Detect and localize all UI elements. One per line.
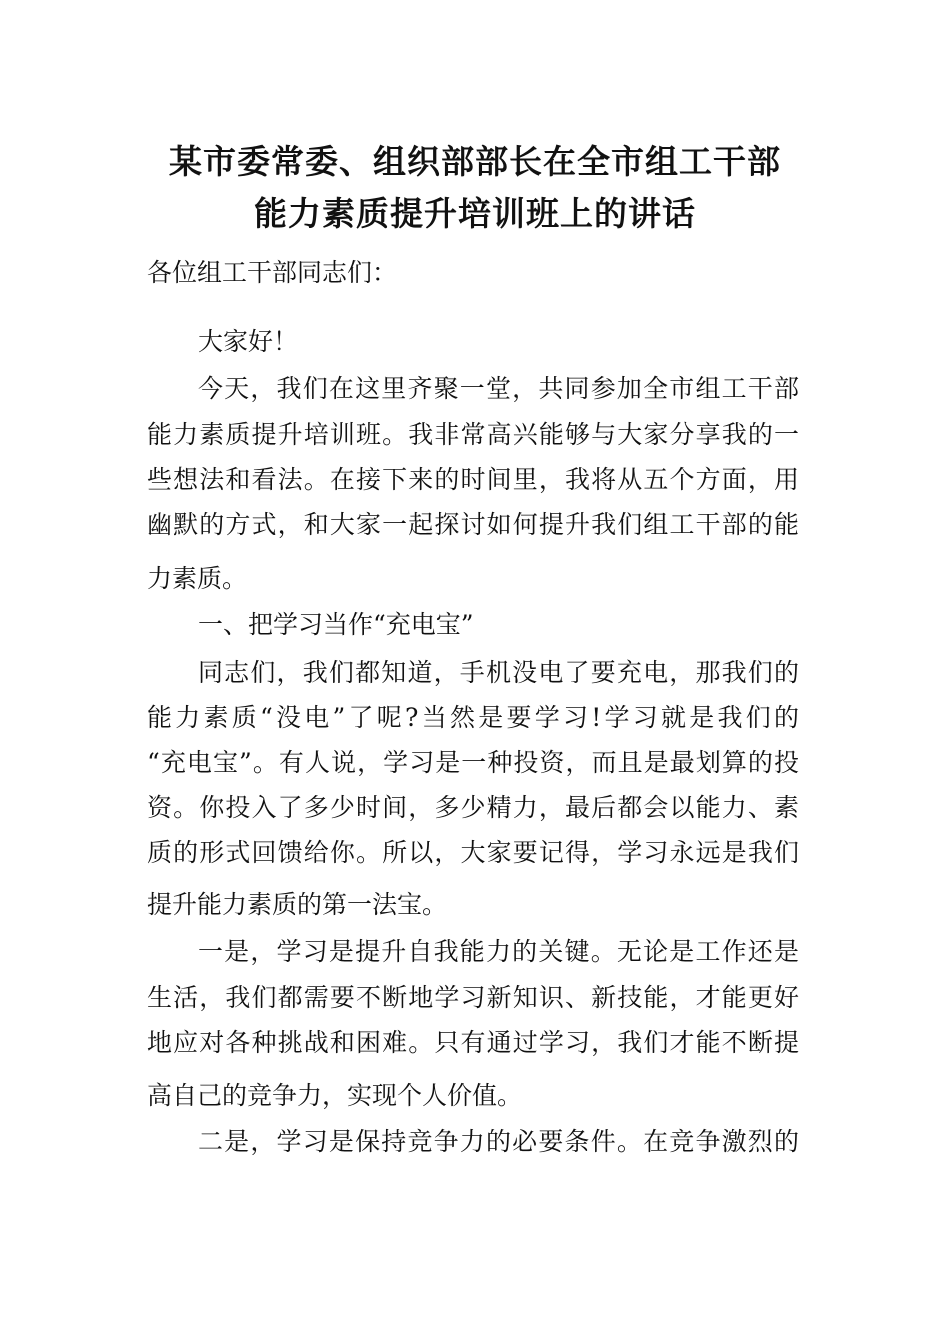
paragraph-line: 二是，学习是保持竞争力的必要条件。在竞争激烈的 [198, 1127, 799, 1156]
greeting: 大家好！ [198, 327, 299, 356]
paragraph-line: 生活，我们都需要不断地学习新知识、新技能，才能更好 [147, 983, 799, 1012]
paragraph-line: 质的形式回馈给你。所以，大家要记得，学习永远是我们 [147, 838, 799, 867]
paragraph-line: 地应对各种挑战和困难。只有通过学习，我们才能不断提 [147, 1028, 799, 1057]
paragraph-line: 些想法和看法。在接下来的时间里，我将从五个方面，用 [147, 465, 799, 494]
paragraph-line: 力素质。 [147, 564, 248, 593]
paragraph-line: 同志们，我们都知道，手机没电了要充电，那我们的 [198, 658, 799, 687]
paragraph-line: 今天，我们在这里齐聚一堂，共同参加全市组工干部 [198, 374, 799, 403]
document-title-line-1: 某市委常委、组织部部长在全市组工干部 [169, 142, 781, 181]
paragraph-line: 一是，学习是提升自我能力的关键。无论是工作还是 [198, 937, 799, 966]
salutation: 各位组工干部同志们： [147, 258, 398, 287]
paragraph-line: 能力素质提升培训班。我非常高兴能够与大家分享我的一 [147, 420, 799, 449]
section-heading: 一、把学习当作“充电宝” [198, 610, 474, 639]
paragraph-line: 幽默的方式，和大家一起探讨如何提升我们组工干部的能 [147, 510, 799, 539]
paragraph-line: 能力素质“没电”了呢?当然是要学习!学习就是我们的 [147, 703, 799, 732]
paragraph-line: 提升能力素质的第一法宝。 [147, 890, 448, 919]
paragraph-line: 高自己的竞争力，实现个人价值。 [147, 1081, 523, 1110]
document-title-line-2: 能力素质提升培训班上的讲话 [254, 194, 696, 233]
paragraph-line: 资。你投入了多少时间，多少精力，最后都会以能力、素 [147, 793, 799, 822]
paragraph-line: “充电宝”。有人说，学习是一种投资，而且是最划算的投 [147, 748, 799, 777]
